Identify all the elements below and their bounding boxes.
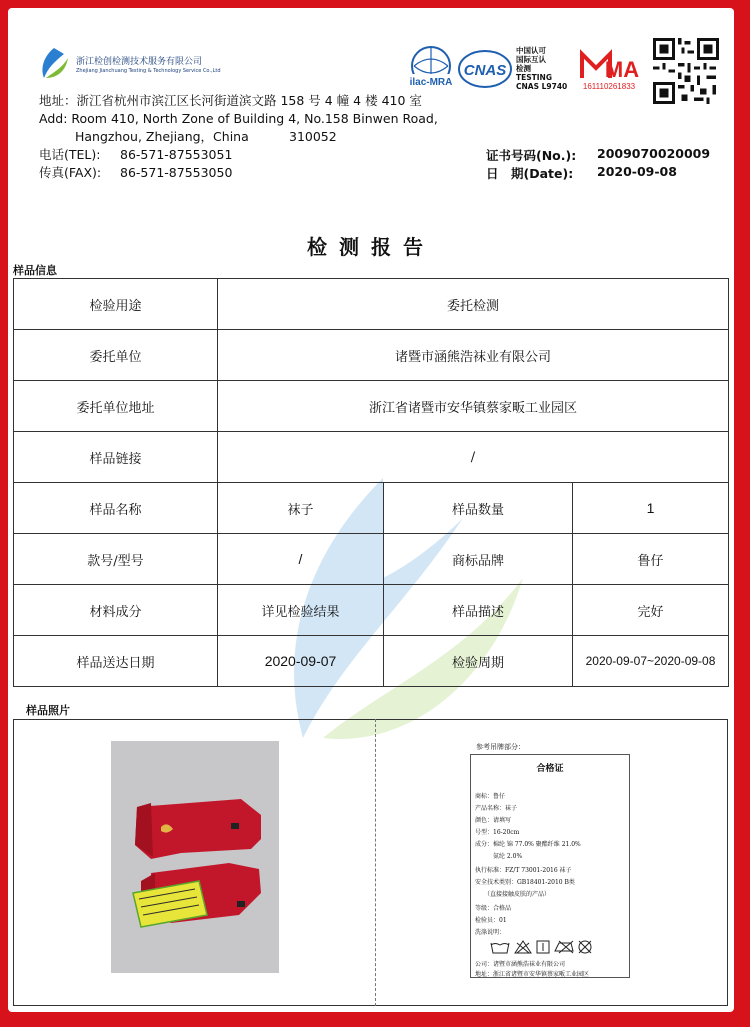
- cert-line2: 国际互认: [516, 55, 546, 64]
- company-logo-icon: [36, 46, 70, 80]
- row-value: /: [218, 432, 729, 483]
- ilac-mra-icon: [406, 44, 456, 94]
- row-value: 详见检验结果: [218, 585, 384, 636]
- table-row: [14, 534, 729, 585]
- row-label: 款号/型号: [14, 534, 218, 585]
- date-label: 日 期(Date):: [486, 166, 574, 181]
- tag-line: 等级：合格品: [475, 905, 512, 912]
- table-row: [14, 483, 729, 534]
- cert-no-value: 2009070020009: [597, 146, 711, 161]
- row-value: 袜子: [218, 483, 384, 534]
- tag-line: 号型：16-20cm: [475, 829, 520, 836]
- row-label: 样品送达日期: [14, 636, 218, 687]
- row-label: 材料成分: [14, 585, 218, 636]
- report-title: 检测报告: [307, 235, 435, 259]
- cnas-text: [516, 46, 567, 91]
- tag-line: 颜色：请填写: [475, 817, 512, 824]
- fax-value: 86-571-87553050: [120, 165, 233, 180]
- photo-divider: [375, 719, 377, 1006]
- org-name-cn: 浙江检创检测技术服务有限公司: [76, 57, 203, 67]
- cnas-icon: [458, 48, 512, 90]
- cert-no-label: 证书号码(No.):: [486, 148, 577, 163]
- cert-line3: 检测: [516, 64, 531, 73]
- certification-logos: [406, 44, 646, 96]
- svg-text:ilac-MRA: ilac-MRA: [409, 77, 453, 88]
- row-value: 2020-09-07: [218, 636, 384, 687]
- hang-tag: [470, 754, 630, 978]
- tag-address: 地址：浙江省诸暨市安华镇蔡家畈工业园区: [475, 971, 590, 978]
- sample-photo: [111, 741, 279, 973]
- tag-company: 公司：诸暨市涵熊浩袜业有限公司: [475, 961, 566, 968]
- row-label: 样品数量: [384, 483, 573, 534]
- address-en-line2: Hangzhou, Zhejiang，China: [75, 129, 249, 144]
- row-value: 浙江省诸暨市安华镇蔡家畈工业园区: [218, 381, 729, 432]
- tag-line: 执行标准：FZ/T 73001-2016 袜子: [475, 867, 572, 874]
- org-name-en: Zhejiang Jianchuang Testing & Technology Service Co.,Ltd: [76, 68, 221, 74]
- tag-line: （直接接触皮肤的产品）: [475, 891, 551, 898]
- report-page: [8, 8, 734, 1012]
- address-en-line1: Add: Room 410, North Zone of Building 4, No.158 Binwen Road,: [39, 111, 438, 126]
- row-label: 检验用途: [14, 279, 218, 330]
- table-row: [14, 279, 729, 330]
- tag-line: 成分：棉纶 锦 77.0% 聚酯纤维 21.0%: [475, 841, 581, 848]
- sample-info-label: 样品信息: [13, 264, 57, 277]
- row-label: 样品描述: [384, 585, 573, 636]
- tag-line: 安全技术类别：GB18401-2010 B类: [475, 879, 575, 886]
- svg-text:MA: MA: [604, 57, 640, 82]
- tag-line: 检验员：01: [475, 917, 507, 924]
- testing-label: TESTING: [516, 73, 552, 82]
- cnas-number: CNAS L9740: [516, 82, 568, 91]
- table-row: [14, 330, 729, 381]
- cert-line1: 中国认可: [516, 46, 546, 55]
- date-value: 2020-09-08: [597, 164, 677, 179]
- table-row: [14, 381, 729, 432]
- tag-line: 洗涤说明：: [475, 929, 506, 936]
- svg-text:161110261833: 161110261833: [582, 82, 636, 91]
- row-label: 委托单位: [14, 330, 218, 381]
- tel-label: 电话(TEL):: [39, 147, 101, 162]
- qr-code-icon: [653, 38, 719, 104]
- table-row: [14, 432, 729, 483]
- cma-icon: [576, 48, 642, 92]
- table-row: [14, 636, 729, 687]
- row-value: 诸暨市涵熊浩袜业有限公司: [218, 330, 729, 381]
- address-cn: 地址：浙江省杭州市滨江区长河街道滨文路 158 号 4 幢 4 楼 410 室: [39, 93, 422, 108]
- tag-line: 商标：鲁仔: [475, 793, 506, 800]
- table-row: [14, 585, 729, 636]
- tag-ref-label: 参考吊牌部分：: [476, 743, 525, 751]
- tag-line: 氨纶 2.0%: [475, 853, 523, 860]
- row-value: 完好: [573, 585, 729, 636]
- svg-text:CNAS: CNAS: [463, 62, 507, 79]
- tel-value: 86-571-87553051: [120, 147, 233, 162]
- row-label: 样品名称: [14, 483, 218, 534]
- row-label: 商标品牌: [384, 534, 573, 585]
- fax-label: 传真(FAX):: [39, 165, 102, 180]
- row-value: 鲁仔: [573, 534, 729, 585]
- tag-title: 合格证: [536, 764, 564, 774]
- sample-info-table: [13, 278, 729, 687]
- row-label: 委托单位地址: [14, 381, 218, 432]
- row-value: /: [218, 534, 384, 585]
- care-symbols-icon: [489, 939, 609, 955]
- row-value: 1: [573, 483, 729, 534]
- row-value: 委托检测: [218, 279, 729, 330]
- tag-line: 产品名称：袜子: [475, 805, 518, 812]
- row-label: 检验周期: [384, 636, 573, 687]
- row-label: 样品链接: [14, 432, 218, 483]
- row-value: 2020-09-07~2020-09-08: [573, 636, 729, 687]
- sample-photo-label: 样品照片: [26, 704, 70, 717]
- zip-code: 310052: [289, 129, 337, 144]
